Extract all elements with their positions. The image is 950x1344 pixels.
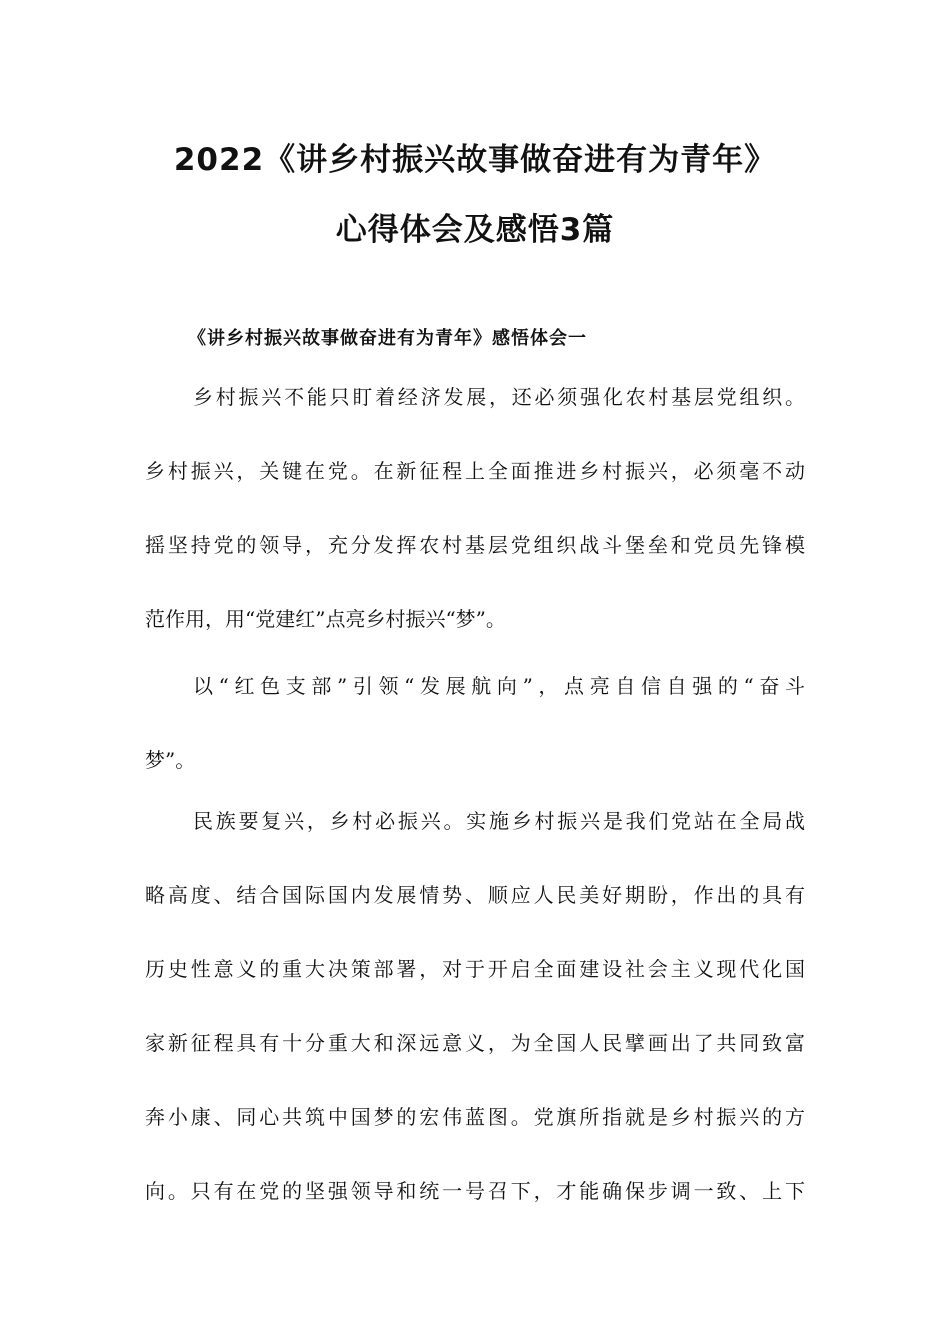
paragraph-line: 历史性意义的重大决策部署，对于开启全面建设社会主义现代化国: [145, 957, 805, 981]
paragraph-line: 乡村振兴不能只盯着经济发展，还必须强化农村基层党组织。: [193, 385, 805, 409]
paragraph-line: 范作用，用“党建红”点亮乡村振兴“梦”。: [145, 607, 506, 631]
document-title-line-2: 心得体会及感悟3篇: [335, 212, 615, 248]
document-title-line-1: 2022《讲乡村振兴故事做奋进有为青年》: [173, 142, 777, 178]
paragraph-line: 民族要复兴，乡村必振兴。实施乡村振兴是我们党站在全局战: [193, 809, 805, 833]
section-heading: 《讲乡村振兴故事做奋进有为青年》感悟体会一: [188, 328, 587, 349]
paragraph-line: 以“红色支部”引领“发展航向”，点亮自信自强的“奋斗: [193, 674, 805, 698]
paragraph-line: 向。只有在党的坚强领导和统一号召下，才能确保步调一致、上下: [145, 1179, 805, 1203]
paragraph-line: 乡村振兴，关键在党。在新征程上全面推进乡村振兴，必须毫不动: [145, 459, 805, 483]
paragraph-line: 梦”。: [145, 748, 196, 772]
paragraph-line: 摇坚持党的领导，充分发挥农村基层党组织战斗堡垒和党员先锋模: [145, 533, 805, 557]
paragraph-line: 奔小康、同心共筑中国梦的宏伟蓝图。党旗所指就是乡村振兴的方: [145, 1105, 805, 1129]
paragraph-line: 略高度、结合国际国内发展情势、顺应人民美好期盼，作出的具有: [145, 883, 805, 907]
paragraph-line: 家新征程具有十分重大和深远意义，为全国人民擘画出了共同致富: [145, 1031, 805, 1055]
